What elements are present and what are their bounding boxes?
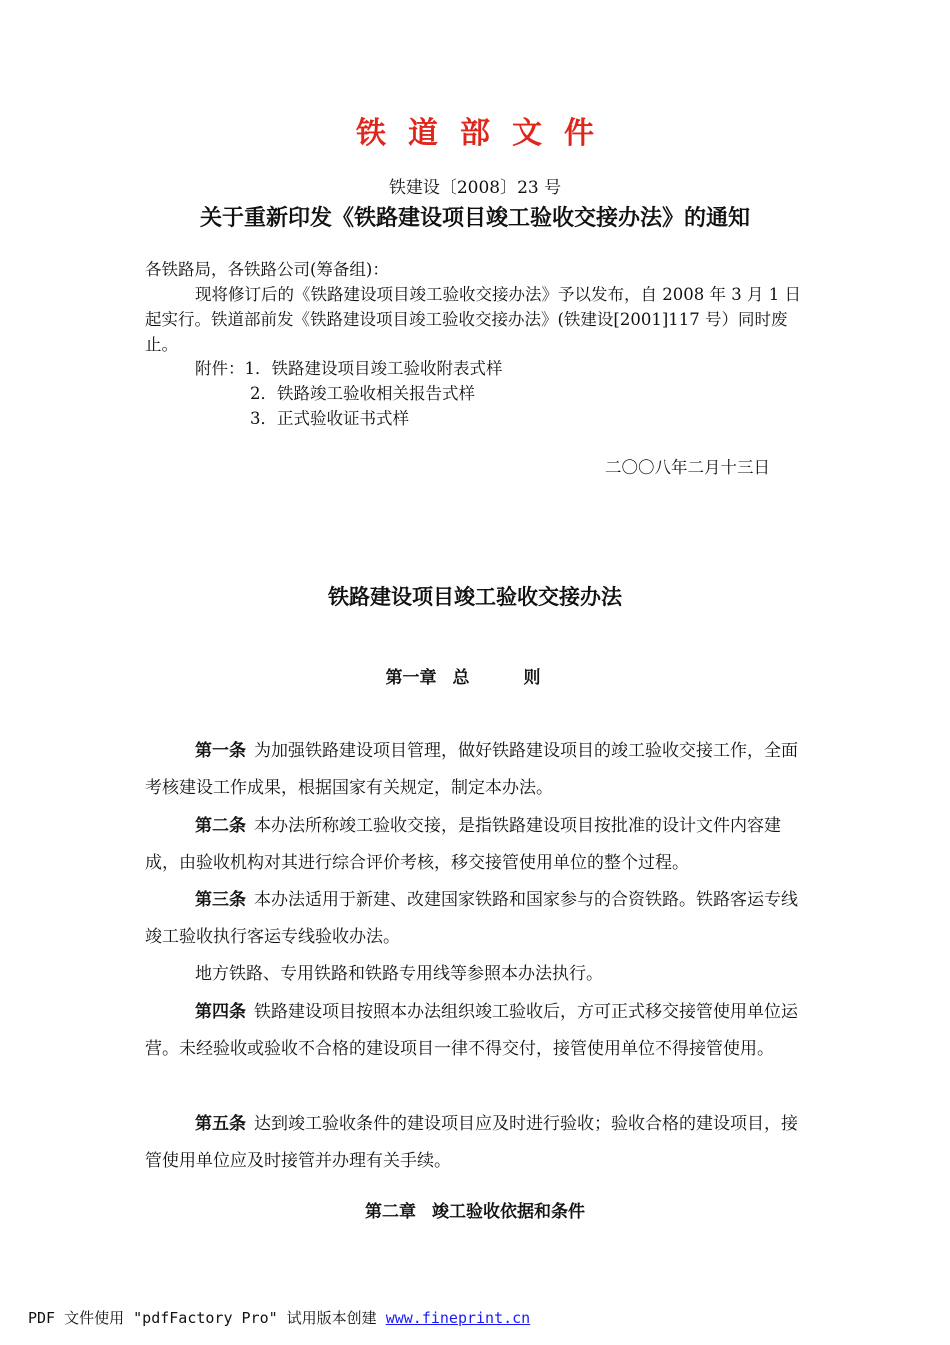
document-number: 铁建设〔2008〕23 号 [388,178,562,198]
article-text: 本办法适用于新建、改建国家铁路和国家参与的合资铁路。铁路客运专线竣工验收执行客运专线验收办法。 [145,890,798,947]
article-text: 地方铁路、专用铁路和铁路专用线等参照本办法执行。 [195,964,603,984]
article-text: 达到竣工验收条件的建设项目应及时进行验收；验收合格的建设项目，接管使用单位应及时接管并办理有关手续。 [145,1114,798,1171]
article [145,956,810,993]
attachment-item: 2．铁路竣工验收相关报告式样 [250,384,475,403]
article-label: 第二条 [195,816,246,836]
chapter-heading [0,665,950,691]
article [145,808,810,882]
footer-text: PDF 文件使用 "pdfFactory Pro" 试用版本创建 [28,1309,386,1327]
article [145,1106,810,1180]
article-label: 第一条 [195,741,246,761]
article [145,882,810,956]
article-text: 为加强铁路建设项目管理，做好铁路建设项目的竣工验收交接工作，全面考核建设工作成果，根据国家有关规定，制定本办法。 [145,741,798,798]
notice-paragraph: 现将修订后的《铁路建设项目竣工验收交接办法》予以发布，自 2008 年 3 月 1 日起实行。铁道部前发《铁路建设项目竣工验收交接办法》(铁建设[2001]117 号）同时废止。 [145,285,801,354]
footer-link[interactable]: www.fineprint.cn [385,1309,531,1327]
chapter-number: 第二章 [365,1202,416,1222]
article [145,733,810,807]
article-text: 铁路建设项目按照本办法组织竣工验收后，方可正式移交接管使用单位运营。未经验收或验收不合格的建设项目一律不得交付，接管使用单位不得接管使用。 [145,1002,798,1059]
notice-title: 关于重新印发《铁路建设项目竣工验收交接办法》的通知 [199,205,750,231]
chapter-name: 总 则 [452,668,565,688]
article-label: 第三条 [195,890,246,910]
notice-date: 二〇〇八年二月十三日 [605,458,770,477]
chapter-heading [0,1199,950,1225]
article-label: 第四条 [195,1002,246,1022]
attachment-item: 附件：1．铁路建设项目竣工验收附表式样 [195,359,503,378]
chapter-number: 第一章 [385,668,437,688]
article [145,994,810,1068]
attachment-item: 3．正式验收证书式样 [250,409,409,428]
document-title: 铁路建设项目竣工验收交接办法 [328,584,622,609]
header-title: 铁道部文件 [356,116,616,151]
chapter-name: 竣工验收依据和条件 [432,1202,585,1222]
article-text: 本办法所称竣工验收交接，是指铁路建设项目按批准的设计文件内容建成，由验收机构对其进行综合评价考核，移交接管使用单位的整个过程。 [145,816,781,873]
pdf-footer [28,1306,530,1330]
article-label: 第五条 [195,1114,246,1134]
addressee: 各铁路局，各铁路公司(筹备组)： [145,260,389,279]
